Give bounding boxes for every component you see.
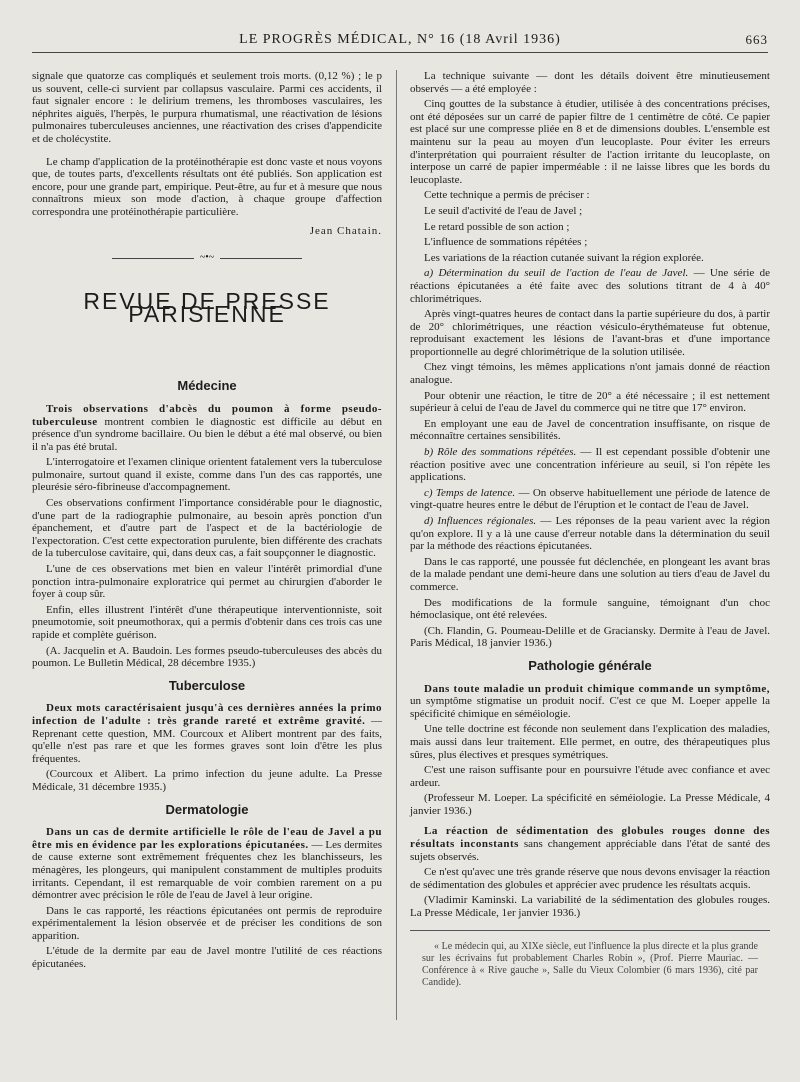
subsection-title: d) Influences régionales. bbox=[424, 515, 537, 527]
paragraph: Ces observations confirment l'importance considérable pour le diagnostic, d'une part de la radiographie pulmonaire, au besoin après ponction d'un épanchement, et d'autre part de l'aspect et de la bactériologie de l'expectoration. C'est cette expectoration purulente, bien différente des crachats de la tuberculose cavitaire, qui, dans deux cas, a fait soupçonner le diagnostic. bbox=[32, 497, 382, 560]
paragraph-text: — On observe habituellement une période de latence de vingt-quatre heures entre le début de l'éruption et le contact de l'eau de Javel. bbox=[410, 486, 770, 512]
paragraph: Des modifications de la formule sanguine, témoignant d'un choc hémoclasique, ont été relevées. bbox=[410, 596, 770, 622]
right-column bbox=[410, 70, 770, 992]
paragraph: Cinq gouttes de la substance à étudier, utilisée à des concentrations précises, ont été déposées sur un carré de papier filtre de 1 centimètre de côté. Ce papier est placé sur une compresse pliée en 8 et de dimensions doubles. L'ensemble est maintenu sur la peau au moyen d'un leucoplaste. Pour éviter les erreurs d'interprétation qui pourraient résulter de l'action irritante du leucoplaste, on interpose un carré de papier imperméable : il ne laisse libres que les bords du leucoplaste. bbox=[410, 98, 770, 186]
paragraph-text: — Il est cependant possible d'obtenir une réaction positive avec une concentration inférieure au seuil, si l'on répète les applications. bbox=[410, 446, 770, 484]
paragraph bbox=[32, 702, 382, 765]
paragraph: Après vingt-quatres heures de contact dans la partie supérieure du dos, à partir de 20° chlorimétriques, une réaction vésiculo-érythémateuse fut obtenue, reproduisant exactement les lésions de l'avant-bras et d'une importance proportionnelle au degré chlorimétrique de la solution utilisée. bbox=[410, 308, 770, 358]
column-divider bbox=[396, 70, 397, 1020]
footnote-quote: « Le médecin qui, au XIXe siècle, eut l'influence la plus directe et la plus grande sur les écrivains fut probablement Charles Robin », (Prof. Pierre Mauriac. — Conférence à « Rive gauche », Salle du Vieux Colombier (6 mars 1936), cité par Candide). bbox=[422, 940, 758, 988]
paragraph bbox=[410, 446, 770, 484]
lead-text: La réaction de sédimentation des globules rouges donne des résultats inconstants bbox=[410, 825, 770, 851]
paragraph: En employant une eau de Javel de concentration insuffisante, on risque de méconnaître certaines sensibilités. bbox=[410, 417, 770, 443]
paragraph: C'est une raison suffisante pour en poursuivre l'étude avec confiance et avec ardeur. bbox=[410, 764, 770, 789]
paragraph: signale que quatorze cas compliqués et seulement trois morts. (0,12 %) ; le p us souvent, celle-ci survient par collapsus vasculaire. Parmi ces accidents, il faut signaler encore : le delirium tremens, les thromboses vasculaires, les néphrites aiguës, l'herpès, le purpura rhumatismal, une réactivation de lésions pulmonaires tuberculeuses anciennes, une réactivation des crises d'appendicite et de cholécystite. bbox=[32, 70, 382, 145]
section-heading-dermatologie: Dermatologie bbox=[165, 801, 249, 817]
paragraph bbox=[410, 683, 770, 721]
reference: (Vladimir Kaminski. La variabilité de la sédimentation des globules rouges. La Presse Médicale, 1er janvier 1936.) bbox=[410, 894, 770, 920]
ornament-divider bbox=[32, 251, 382, 265]
paragraph bbox=[410, 515, 770, 553]
paragraph: L'une de ces observations met bien en valeur l'intérêt primordial d'une ponction intra-pulmonaire exploratrice qui permet au chirurgien d'aborder le foyer à coup sûr. bbox=[32, 563, 382, 601]
paragraph-text: — Une série de réactions épicutanées a été faite avec des solutions titrant de 4 à 40° chlorimétriques. bbox=[410, 267, 770, 305]
paragraph: Une telle doctrine est féconde non seulement dans l'explication des maladies, mais aussi dans leur traitement. Elle permet, en outre, des thérapeutiques plus sûres, plus électives et presques symétriques. bbox=[410, 723, 770, 761]
paragraph bbox=[32, 403, 382, 453]
paragraph: Le champ d'application de la protéinothérapie est donc vaste et nous voyons que, de toutes parts, d'excellents résultats ont été publiés. Son application est encore, pour une grande part, empirique. Peut-être, au fur et à mesure que nous connaîtrons mieux son mode d'action, à chaque groupe d'affection correspondra une protéinothérapie particulière. bbox=[32, 155, 382, 218]
reference: (Professeur M. Loeper. La spécificité en séméiologie. La Presse Médicale, 4 janvier 1936.) bbox=[410, 792, 770, 817]
paragraph: Pour obtenir une réaction, le titre de 20° a été nécessaire ; il est nettement supérieur à celui de l'eau de Javel du commerce qui ne titre que 17° environ. bbox=[410, 389, 770, 415]
lead-text: Deux mots caractérisaient jusqu'à ces dernières années la primo infection de l'adulte : très grande rareté et extrême gravité. bbox=[32, 702, 382, 727]
journal-title: LE PROGRÈS MÉDICAL, N° 16 (18 Avril 1936) bbox=[239, 32, 561, 47]
paragraph: Les variations de la réaction cutanée suivant la région explorée. bbox=[424, 251, 704, 264]
paragraph-text: — Les dermites de cause externe sont extrêmement fréquentes chez les blanchisseurs, les ménagères, les plongeurs, qui manipulent constamment de multiples produits irritants. Cependant, il est remarquable de voir combien rarement on a pu démontrer avec précision le rôle de l'eau de Javel à leur origine. bbox=[32, 838, 382, 902]
lead-text: Dans un cas de dermite artificielle le rôle de l'eau de Javel a pu être mis en évidence par les explorations épicutanées. bbox=[32, 826, 382, 851]
paragraph: Cette technique a permis de préciser : bbox=[424, 189, 590, 202]
lead-text: Dans toute maladie un produit chimique commande un symptôme, bbox=[424, 682, 770, 695]
reference: (Ch. Flandin, G. Poumeau-Delille et de Graciansky. Dermite à l'eau de Javel. Paris Médical, 18 janvier 1936.) bbox=[410, 624, 770, 650]
paragraph bbox=[410, 267, 770, 305]
lead-text: Trois observations d'abcès du poumon à forme pseudo-tuberculeuse bbox=[32, 402, 382, 428]
paragraph bbox=[410, 487, 770, 512]
reference: (Courcoux et Alibert. La primo infection du jeune adulte. La Presse Médicale, 31 décembre 1935.) bbox=[32, 768, 382, 793]
subsection-title: c) Temps de latence. bbox=[424, 486, 516, 499]
paragraph: L'étude de la dermite par eau de Javel montre l'utilité de ces réactions épicutanées. bbox=[32, 945, 382, 971]
paragraph-text: montrent combien le diagnostic est difficile au début en présence d'un syndrome bacillaire. Ou bien le début a été mal observé, ou bien il n'a pas été brutal. bbox=[32, 415, 382, 453]
paragraph-text: — Les réponses de la peau varient avec la région qu'on explore. Il y a là une cause d'erreur notable dans la détermination du seuil par la méthode des réactions épicutanées. bbox=[410, 515, 771, 553]
running-header bbox=[32, 30, 768, 53]
paragraph: Dans le cas rapporté, une poussée fut déclenchée, en plongeant les avant bras de la malade pendant une demi-heure dans une solution au tiers d'eau de Javel du commerce. bbox=[410, 555, 770, 593]
paragraph: L'interrogatoire et l'examen clinique orientent fatalement vers la tuberculose pulmonaire, surtout quand il existe, comme dans l'un des cas rapportés, une pleurésie séro-fibrineuse d'accompagnement. bbox=[32, 456, 382, 494]
list-item: Le seuil d'activité de l'eau de Javel ; bbox=[424, 204, 583, 217]
section-heading-pathologie: Pathologie générale bbox=[528, 657, 652, 673]
reference: (A. Jacquelin et A. Baudoin. Les formes pseudo-tuberculeuses des abcès du poumon. Le Bulletin Médical, 28 décembre 1935.) bbox=[32, 644, 382, 670]
section-heading-medecine: Médecine bbox=[177, 378, 237, 394]
list-item: Le retard possible de son action ; bbox=[424, 220, 570, 233]
paragraph: Enfin, elles illustrent l'intérêt d'une thérapeutique interventionniste, soit pneumotomie, soit pneumothorax, qui a permis d'obtenir dans ces trois cas une rapide et complète guérison. bbox=[32, 603, 382, 641]
section-heading-tuberculose: Tuberculose bbox=[168, 677, 246, 693]
paragraph-text: un symptôme stigmatise un produit nocif. C'est ce que M. Loeper appelle la spécificité chimique en séméiologie. bbox=[410, 695, 770, 720]
paragraph: Ce n'est qu'avec une très grande réserve que nous devons envisager la réaction de sédimentation des globules et apprécier avec prudence les résultats acquis. bbox=[410, 866, 770, 891]
list-item: L'influence de sommations répétées ; bbox=[424, 236, 588, 249]
paragraph: Chez vingt témoins, les mêmes applications n'ont jamais donné de réaction analogue. bbox=[410, 361, 770, 387]
page-number: 663 bbox=[745, 32, 768, 47]
paragraph: Dans le cas rapporté, les réactions épicutanées ont permis de reproduire expérimentalement la lésion observée et de préciser les conditions de son apparition. bbox=[32, 904, 382, 942]
ornament-glyph: ~•~ bbox=[194, 252, 220, 263]
paragraph-text: sans changement appréciable dans l'état de santé des sujets observés. bbox=[410, 838, 770, 863]
left-column bbox=[32, 70, 382, 974]
paragraph: La technique suivante — dont les détails doivent être minutieusement observés — a été employée : bbox=[410, 70, 770, 95]
author-signature: Jean Chatain. bbox=[309, 224, 382, 237]
paragraph-text: — Reprenant cette question, MM. Courcoux et Alibert montrent par des faits, qu'elle n'est pas rare et que les formes graves sont loin d'être les plus fréquentes. bbox=[32, 714, 382, 765]
section-title: REVUE DE PRESSE PARISIENNE bbox=[83, 288, 331, 327]
subsection-title: b) Rôle des sommations répétées. bbox=[424, 446, 577, 459]
paragraph bbox=[32, 826, 382, 902]
paragraph bbox=[410, 825, 770, 863]
subsection-title: a) Détermination du seuil de l'action de l'eau de Javel. bbox=[424, 267, 689, 280]
divider bbox=[410, 930, 770, 931]
